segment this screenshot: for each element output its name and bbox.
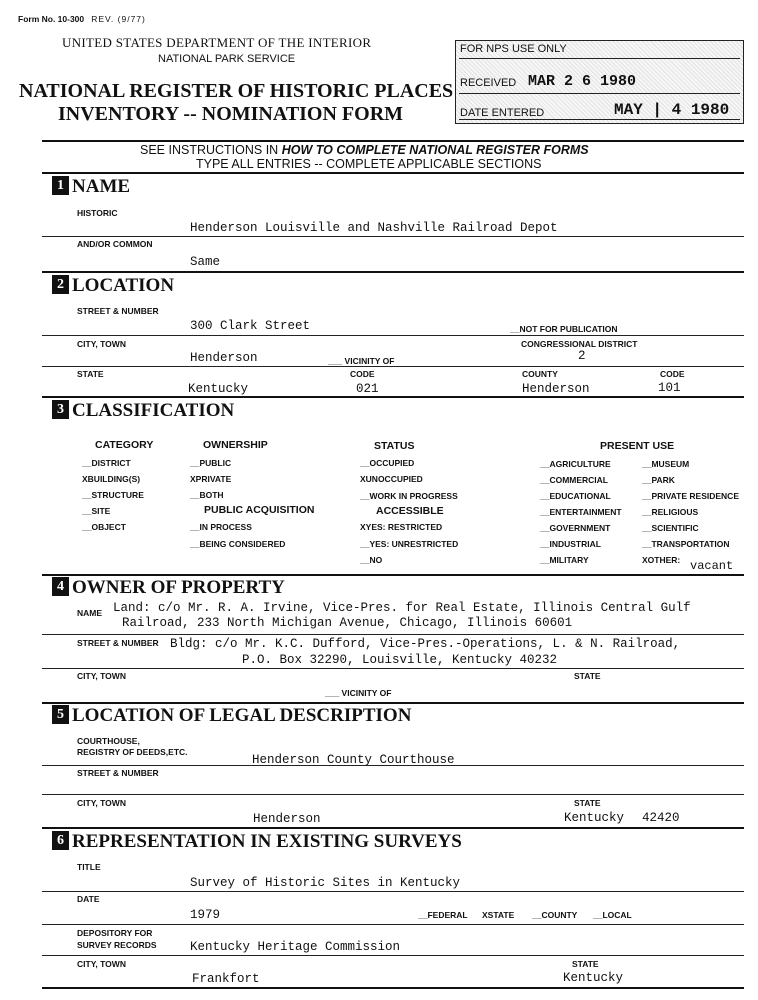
owner-name-line1: Land: c/o Mr. R. A. Irvine, Vice-Pres. for Real Estate, Illinois Central Gulf <box>113 601 691 615</box>
vicinity-of: ___ VICINITY OF <box>328 356 395 366</box>
status-option: __WORK IN PROGRESS <box>360 491 458 501</box>
city-label: CITY, TOWN <box>77 339 126 349</box>
ownership-option: XPRIVATE <box>190 474 232 484</box>
accessible-option: __YES: UNRESTRICTED <box>360 539 459 549</box>
survey-federal-option: __FEDERAL <box>418 910 468 920</box>
public-acquisition-heading: PUBLIC ACQUISITION <box>204 504 315 516</box>
present-use-option: __INDUSTRIAL <box>540 539 601 549</box>
present-use-option: __RELIGIOUS <box>642 507 699 517</box>
survey-date-label: DATE <box>77 894 100 904</box>
county-code-label: CODE <box>660 369 685 379</box>
category-option: __SITE <box>82 506 111 516</box>
courthouse-label-line2: REGISTRY OF DEEDS,ETC. <box>77 747 188 757</box>
courthouse-label-line1: COURTHOUSE, <box>77 736 140 746</box>
date-entered-label: DATE ENTERED <box>460 107 545 119</box>
section-number: 2 <box>52 275 69 294</box>
category-option: __STRUCTURE <box>82 490 144 500</box>
owner-street-label: STREET & NUMBER <box>77 638 159 648</box>
owner-city-label: CITY, TOWN <box>77 671 126 681</box>
public-acquisition-option: __BEING CONSIDERED <box>190 539 286 549</box>
owner-street-line2: P.O. Box 32290, Louisville, Kentucky 40232 <box>242 653 558 667</box>
depository-label-line2: SURVEY RECORDS <box>77 940 157 950</box>
survey-city-value: Frankfort <box>192 972 260 986</box>
present-use-option: __TRANSPORTATION <box>642 539 730 549</box>
owner-name-label: NAME <box>77 608 103 618</box>
depository-value: Kentucky Heritage Commission <box>190 940 401 954</box>
section-1-heading: 1 NAME <box>52 176 130 198</box>
accessible-option: __NO <box>360 555 383 565</box>
not-for-publication: __NOT FOR PUBLICATION <box>510 324 618 334</box>
legal-street-label: STREET & NUMBER <box>77 768 159 778</box>
congressional-label: CONGRESSIONAL DISTRICT <box>521 339 638 349</box>
section-3-heading: 3 CLASSIFICATION <box>52 400 234 422</box>
present-use-option: __PARK <box>642 475 675 485</box>
section-number: 5 <box>52 705 69 724</box>
status-option: XUNOCCUPIED <box>360 474 423 484</box>
survey-city-label: CITY, TOWN <box>77 959 126 969</box>
other-use-value: vacant <box>690 559 734 573</box>
received-label: RECEIVED <box>460 77 517 89</box>
historic-name: Henderson Louisville and Nashville Railroad Depot <box>190 221 558 235</box>
category-option: __OBJECT <box>82 522 126 532</box>
accessible-heading: ACCESSIBLE <box>376 505 444 517</box>
state-label: STATE <box>77 369 104 379</box>
survey-title-label: TITLE <box>77 862 101 872</box>
county-label: COUNTY <box>522 369 558 379</box>
survey-local-option: __LOCAL <box>593 910 632 920</box>
survey-state-label: STATE <box>572 959 599 969</box>
accessible-option: XYES: RESTRICTED <box>360 522 443 532</box>
survey-title-value: Survey of Historic Sites in Kentucky <box>190 876 461 890</box>
present-use-option: __EDUCATIONAL <box>540 491 611 501</box>
congressional-value: 2 <box>578 349 586 363</box>
historic-label: HISTORIC <box>77 208 118 218</box>
form-title-line2: INVENTORY -- NOMINATION FORM <box>58 103 404 125</box>
section-5-heading: 5 LOCATION OF LEGAL DESCRIPTION <box>52 705 411 727</box>
common-label: AND/OR COMMON <box>77 239 153 249</box>
instructions-line1: SEE INSTRUCTIONS IN HOW TO COMPLETE NATIONAL REGISTER FORMS <box>140 143 589 157</box>
street-value: 300 Clark Street <box>190 319 311 333</box>
code-value: 021 <box>356 382 379 396</box>
present-use-option: __SCIENTIFIC <box>642 523 699 533</box>
category-heading: CATEGORY <box>95 439 154 451</box>
county-code-value: 101 <box>658 381 681 395</box>
present-use-heading: PRESENT USE <box>600 440 675 452</box>
owner-street-line1: Bldg: c/o Mr. K.C. Dufford, Vice-Pres.-Operations, L. & N. Railroad, <box>170 637 681 651</box>
courthouse-value: Henderson County Courthouse <box>252 753 455 767</box>
nps-use-box <box>455 40 744 124</box>
section-number: 4 <box>52 577 69 596</box>
category-option: __DISTRICT <box>82 458 131 468</box>
survey-date-value: 1979 <box>190 908 221 922</box>
present-use-option: __COMMERCIAL <box>540 475 609 485</box>
instructions-line2: TYPE ALL ENTRIES -- COMPLETE APPLICABLE SECTIONS <box>196 157 542 171</box>
public-acquisition-option: __IN PROCESS <box>190 522 252 532</box>
depository-label-line1: DEPOSITORY FOR <box>77 928 153 938</box>
service: NATIONAL PARK SERVICE <box>158 53 296 65</box>
section-number: 6 <box>52 831 69 850</box>
ownership-heading: OWNERSHIP <box>203 439 268 451</box>
section-4-heading: 4 OWNER OF PROPERTY <box>52 577 285 599</box>
street-label: STREET & NUMBER <box>77 306 159 316</box>
present-use-option: __PRIVATE RESIDENCE <box>642 491 739 501</box>
present-use-option: __MILITARY <box>540 555 589 565</box>
county-value: Henderson <box>522 382 590 396</box>
ownership-option: __BOTH <box>190 490 224 500</box>
legal-zip-value: 42420 <box>642 811 680 825</box>
owner-name-line2: Railroad, 233 North Michigan Avenue, Chicago, Illinois 60601 <box>122 616 573 630</box>
section-2-heading: 2 LOCATION <box>52 275 174 297</box>
survey-county-option: __COUNTY <box>532 910 578 920</box>
ownership-option: __PUBLIC <box>190 458 232 468</box>
owner-vicinity-of: ___ VICINITY OF <box>325 688 392 698</box>
legal-state-label: STATE <box>574 798 601 808</box>
legal-state-value: Kentucky <box>564 811 625 825</box>
legal-city-label: CITY, TOWN <box>77 798 126 808</box>
survey-state-value: Kentucky <box>563 971 624 985</box>
date-entered-stamp: MAY | 4 1980 <box>614 101 730 119</box>
legal-city-value: Henderson <box>253 812 321 826</box>
present-use-option: __ENTERTAINMENT <box>540 507 622 517</box>
section-number: 1 <box>52 176 69 195</box>
code-label: CODE <box>350 369 375 379</box>
present-use-option: __GOVERNMENT <box>540 523 611 533</box>
present-use-option: __MUSEUM <box>642 459 690 469</box>
form-title-line1: NATIONAL REGISTER OF HISTORIC PLACES <box>19 80 454 102</box>
present-use-option: XOTHER: <box>642 555 681 565</box>
form-number: Form No. 10-300 REV. (9/77) <box>18 14 146 24</box>
common-name: Same <box>190 255 221 269</box>
received-stamp: MAR 2 6 1980 <box>528 73 637 90</box>
section-number: 3 <box>52 400 69 419</box>
department: UNITED STATES DEPARTMENT OF THE INTERIOR <box>62 35 372 50</box>
category-option: XBUILDING(S) <box>82 474 141 484</box>
status-option: __OCCUPIED <box>360 458 415 468</box>
section-6-heading: 6 REPRESENTATION IN EXISTING SURVEYS <box>52 831 462 853</box>
status-heading: STATUS <box>374 440 415 452</box>
city-value: Henderson <box>190 351 258 365</box>
state-value: Kentucky <box>188 382 249 396</box>
present-use-option: __AGRICULTURE <box>540 459 611 469</box>
survey-state-option: XSTATE <box>482 910 515 920</box>
revision: REV. (9/77) <box>91 14 146 24</box>
nps-box-header: FOR NPS USE ONLY <box>460 43 567 55</box>
owner-state-label: STATE <box>574 671 601 681</box>
